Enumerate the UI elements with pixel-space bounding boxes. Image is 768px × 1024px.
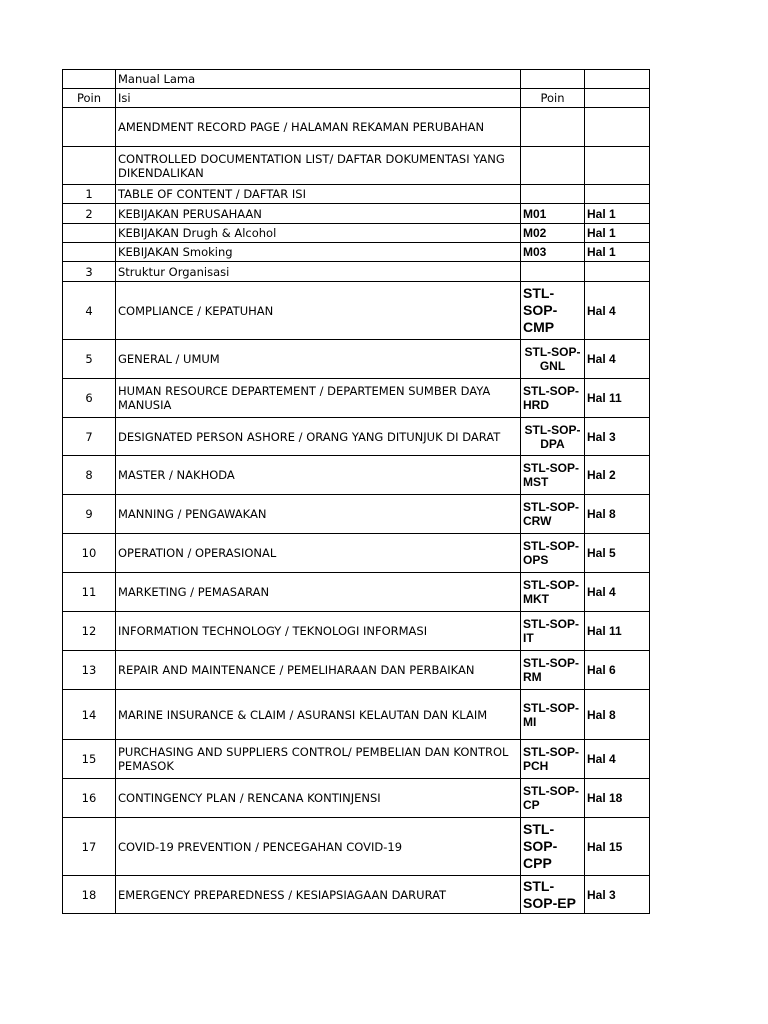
row-content-cell[interactable]: CONTROLLED DOCUMENTATION LIST/ DAFTAR DOKUMENTASI YANG DIKENDALIKAN xyxy=(116,147,521,185)
row-code-cell[interactable]: STL-SOP-CMP xyxy=(521,282,585,340)
row-code-cell[interactable]: STL-SOP-OPS xyxy=(521,534,585,573)
row-code-cell[interactable] xyxy=(521,185,585,204)
row-code-cell[interactable]: STL-SOP-PCH xyxy=(521,740,585,779)
manual-index-table xyxy=(62,69,650,914)
row-number-cell[interactable]: 9 xyxy=(63,495,116,534)
row-number-cell[interactable]: 18 xyxy=(63,876,116,914)
row-page-cell[interactable]: Hal 3 xyxy=(585,418,650,456)
table-row xyxy=(63,262,650,282)
header-empty-cell[interactable] xyxy=(63,70,116,89)
row-page-cell[interactable]: Hal 6 xyxy=(585,651,650,690)
row-code-cell[interactable]: STL-SOP-GNL xyxy=(521,340,585,379)
row-number-cell[interactable]: 8 xyxy=(63,456,116,495)
row-code-cell[interactable]: M02 xyxy=(521,224,585,243)
row-code-cell[interactable] xyxy=(521,108,585,147)
row-content-cell[interactable]: COVID-19 PREVENTION / PENCEGAHAN COVID-19 xyxy=(116,818,521,876)
table-row xyxy=(63,534,650,573)
row-content-cell[interactable]: MANNING / PENGAWAKAN xyxy=(116,495,521,534)
row-number-cell[interactable] xyxy=(63,224,116,243)
row-page-cell[interactable] xyxy=(585,262,650,282)
row-page-cell[interactable]: Hal 4 xyxy=(585,340,650,379)
header-empty-cell[interactable] xyxy=(585,89,650,108)
row-content-cell[interactable]: INFORMATION TECHNOLOGY / TEKNOLOGI INFORMASI xyxy=(116,612,521,651)
row-number-cell[interactable]: 11 xyxy=(63,573,116,612)
row-page-cell[interactable] xyxy=(585,108,650,147)
row-content-cell[interactable]: KEBIJAKAN Drugh & Alcohol xyxy=(116,224,521,243)
row-code-cell[interactable] xyxy=(521,147,585,185)
row-content-cell[interactable]: KEBIJAKAN PERUSAHAAN xyxy=(116,204,521,224)
row-content-cell[interactable]: TABLE OF CONTENT / DAFTAR ISI xyxy=(116,185,521,204)
row-page-cell[interactable]: Hal 11 xyxy=(585,612,650,651)
row-code-cell[interactable]: STL-SOP-CPP xyxy=(521,818,585,876)
row-number-cell[interactable]: 6 xyxy=(63,379,116,418)
row-number-cell[interactable] xyxy=(63,147,116,185)
row-code-cell[interactable]: STL-SOP-RM xyxy=(521,651,585,690)
row-code-cell[interactable]: STL-SOP-HRD xyxy=(521,379,585,418)
table-row xyxy=(63,282,650,340)
table-row xyxy=(63,612,650,651)
table-row xyxy=(63,108,650,147)
table-row xyxy=(63,876,650,914)
row-code-cell[interactable]: STL-SOP-CRW xyxy=(521,495,585,534)
row-number-cell[interactable]: 12 xyxy=(63,612,116,651)
row-content-cell[interactable]: COMPLIANCE / KEPATUHAN xyxy=(116,282,521,340)
row-code-cell[interactable]: STL-SOP-EP xyxy=(521,876,585,914)
row-code-cell[interactable]: STL-SOP-IT xyxy=(521,612,585,651)
table-row xyxy=(63,690,650,740)
row-content-cell[interactable]: HUMAN RESOURCE DEPARTEMENT / DEPARTEMEN SUMBER DAYA MANUSIA xyxy=(116,379,521,418)
row-number-cell[interactable]: 14 xyxy=(63,690,116,740)
table-row xyxy=(63,651,650,690)
row-number-cell[interactable]: 13 xyxy=(63,651,116,690)
row-content-cell[interactable]: MASTER / NAKHODA xyxy=(116,456,521,495)
row-number-cell[interactable]: 15 xyxy=(63,740,116,779)
row-page-cell[interactable]: Hal 4 xyxy=(585,282,650,340)
table-row xyxy=(63,204,650,224)
table-row xyxy=(63,779,650,818)
table-row xyxy=(63,818,650,876)
row-page-cell[interactable]: Hal 1 xyxy=(585,224,650,243)
row-number-cell[interactable] xyxy=(63,243,116,262)
table-row xyxy=(63,340,650,379)
row-page-cell[interactable]: Hal 4 xyxy=(585,573,650,612)
row-code-cell[interactable]: STL-SOP-DPA xyxy=(521,418,585,456)
row-page-cell[interactable]: Hal 18 xyxy=(585,779,650,818)
row-code-cell[interactable]: STL-SOP-MST xyxy=(521,456,585,495)
row-code-cell[interactable] xyxy=(521,262,585,282)
table-row xyxy=(63,243,650,262)
table-row xyxy=(63,456,650,495)
row-page-cell[interactable]: Hal 1 xyxy=(585,243,650,262)
table-row xyxy=(63,185,650,204)
row-code-cell[interactable]: M01 xyxy=(521,204,585,224)
row-number-cell[interactable]: 16 xyxy=(63,779,116,818)
row-page-cell[interactable]: Hal 2 xyxy=(585,456,650,495)
row-page-cell[interactable] xyxy=(585,185,650,204)
row-page-cell[interactable]: Hal 1 xyxy=(585,204,650,224)
row-number-cell[interactable]: 1 xyxy=(63,185,116,204)
column-header-poin[interactable]: Poin xyxy=(63,89,116,108)
row-number-cell[interactable]: 7 xyxy=(63,418,116,456)
row-content-cell[interactable]: Struktur Organisasi xyxy=(116,262,521,282)
table-row xyxy=(63,147,650,185)
row-page-cell[interactable]: Hal 4 xyxy=(585,740,650,779)
header-empty-cell[interactable] xyxy=(585,70,650,89)
row-content-cell[interactable]: PURCHASING AND SUPPLIERS CONTROL/ PEMBELIAN DAN KONTROL PEMASOK xyxy=(116,740,521,779)
row-page-cell[interactable]: Hal 8 xyxy=(585,690,650,740)
row-number-cell[interactable]: 4 xyxy=(63,282,116,340)
table-row xyxy=(63,224,650,243)
row-content-cell[interactable]: OPERATION / OPERASIONAL xyxy=(116,534,521,573)
table-row xyxy=(63,740,650,779)
row-number-cell[interactable]: 3 xyxy=(63,262,116,282)
row-content-cell[interactable]: KEBIJAKAN Smoking xyxy=(116,243,521,262)
column-header-poin-2[interactable]: Poin xyxy=(521,89,585,108)
header-empty-cell[interactable] xyxy=(521,70,585,89)
row-content-cell[interactable]: MARKETING / PEMASARAN xyxy=(116,573,521,612)
row-page-cell[interactable]: Hal 11 xyxy=(585,379,650,418)
row-page-cell[interactable]: Hal 3 xyxy=(585,876,650,914)
row-page-cell[interactable] xyxy=(585,147,650,185)
row-page-cell[interactable]: Hal 5 xyxy=(585,534,650,573)
row-number-cell[interactable]: 5 xyxy=(63,340,116,379)
row-number-cell[interactable]: 17 xyxy=(63,818,116,876)
row-content-cell[interactable]: AMENDMENT RECORD PAGE / HALAMAN REKAMAN PERUBAHAN xyxy=(116,108,521,147)
row-code-cell[interactable]: STL-SOP-MI xyxy=(521,690,585,740)
row-number-cell[interactable] xyxy=(63,108,116,147)
row-code-cell[interactable]: M03 xyxy=(521,243,585,262)
row-content-cell[interactable]: REPAIR AND MAINTENANCE / PEMELIHARAAN DAN PERBAIKAN xyxy=(116,651,521,690)
row-page-cell[interactable]: Hal 8 xyxy=(585,495,650,534)
header-row-columns xyxy=(63,89,650,108)
row-code-cell[interactable]: STL-SOP-MKT xyxy=(521,573,585,612)
table-row xyxy=(63,418,650,456)
table-row xyxy=(63,573,650,612)
table-row xyxy=(63,379,650,418)
row-content-cell[interactable]: DESIGNATED PERSON ASHORE / ORANG YANG DITUNJUK DI DARAT xyxy=(116,418,521,456)
row-page-cell[interactable]: Hal 15 xyxy=(585,818,650,876)
row-content-cell[interactable]: EMERGENCY PREPAREDNESS / KESIAPSIAGAAN DARURAT xyxy=(116,876,521,914)
row-content-cell[interactable]: GENERAL / UMUM xyxy=(116,340,521,379)
row-content-cell[interactable]: CONTINGENCY PLAN / RENCANA KONTINJENSI xyxy=(116,779,521,818)
row-number-cell[interactable]: 2 xyxy=(63,204,116,224)
header-row-manual xyxy=(63,70,650,89)
table-row xyxy=(63,495,650,534)
column-header-isi[interactable]: Isi xyxy=(116,89,521,108)
row-code-cell[interactable]: STL-SOP-CP xyxy=(521,779,585,818)
manual-lama-label[interactable]: Manual Lama xyxy=(116,70,521,89)
row-number-cell[interactable]: 10 xyxy=(63,534,116,573)
row-content-cell[interactable]: MARINE INSURANCE & CLAIM / ASURANSI KELAUTAN DAN KLAIM xyxy=(116,690,521,740)
